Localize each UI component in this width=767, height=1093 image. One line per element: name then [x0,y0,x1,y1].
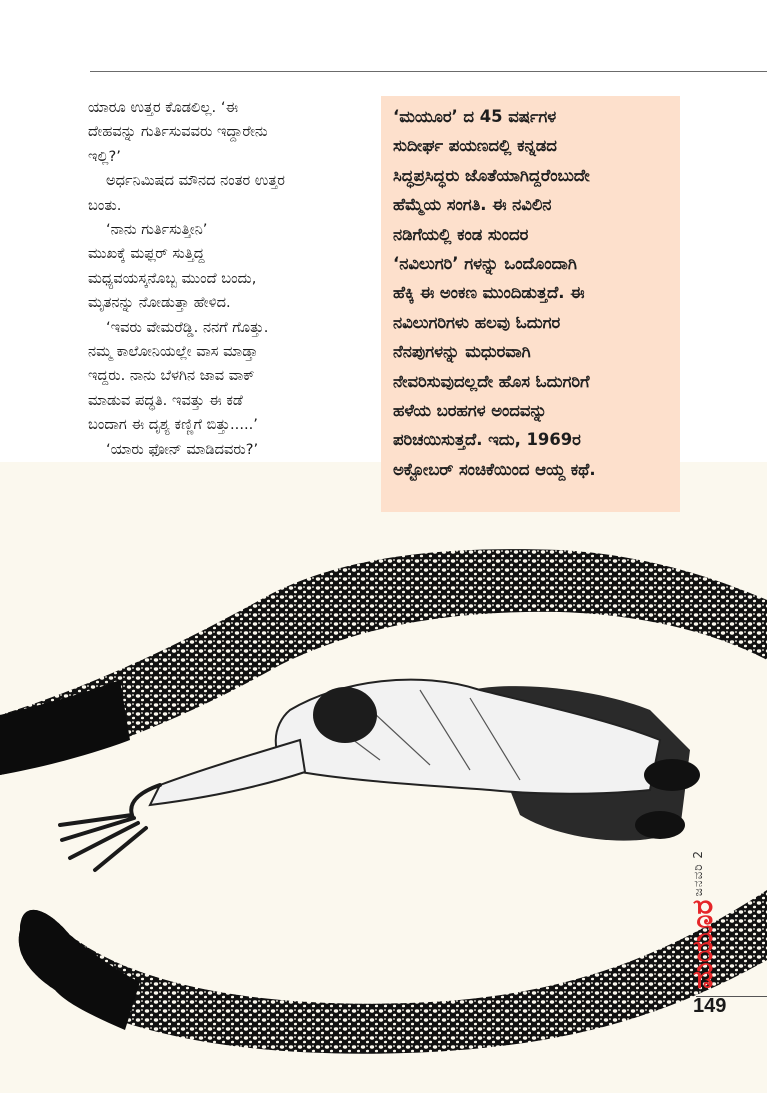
intro-box-text [393,102,672,484]
intro-line: ನವಿಲುಗರಿಗಳು ಹಲವು ಓದುಗರ [393,312,561,332]
story-text-column [88,96,368,462]
intro-line: ಹೆಕ್ಕಿ ಈ ಅಂಕಣ ಮುಂದಿಡುತ್ತದೆ. ಈ [393,283,585,303]
man-lying-face-down-illustration [0,540,767,1070]
figure-arm [150,740,305,805]
figure-head [313,687,377,743]
story-line: ಅರ್ಧನಿಮಿಷದ ಮೌನದ ನಂತರ ಉತ್ತರ [106,172,286,190]
story-line: ಮೃತನನ್ನು ನೋಡುತ್ತಾ ಹೇಳಿದ. [88,294,231,312]
story-line: ಯಾರೂ ಉತ್ತರ ಕೊಡಲಿಲ್ಲ. ‘ಈ [88,99,239,116]
intro-line: ಹಳೆಯ ಬರಹಗಳ ಅಂದವನ್ನು [393,401,547,421]
story-line: ದೇಹವನ್ನು ಗುರ್ತಿಸುವವರು ಇದ್ದಾರೇನು [88,123,268,141]
intro-line: ನೆನಪುಗಳನ್ನು ಮಧುರವಾಗಿ [393,342,531,362]
page-number: 149 [693,995,727,1017]
story-line: ನಮ್ಮ ಕಾಲೋನಿಯಲ್ಲೇ ವಾಸ ಮಾಡ್ತಾ [88,343,258,361]
story-line: ‘ನಾನು ಗುರ್ತಿಸುತ್ತೀನಿ’ [106,221,208,239]
story-line: ಬಂತು. [88,196,122,214]
intro-line: ಅಕ್ಟೋಬರ್ ಸಂಚಿಕೆಯಿಂದ ಆಯ್ದ ಕಥೆ. [393,459,596,479]
intro-line: ನಡಿಗೆಯಲ್ಲಿ ಕಂಡ ಸುಂದರ [393,224,529,244]
intro-line: ‘ಮಯೂರ’ ದ 45 ವರ್ಷಗಳ [393,107,557,126]
story-line: ‘ಯಾರು ಫೋನ್ ಮಾಡಿದವರು?’ [106,440,259,458]
top-rule [90,71,767,72]
intro-line: ಸುದೀರ್ಘ ಪಯಣದಲ್ಲಿ ಕನ್ನಡದ [393,136,557,156]
story-line: ಮುಖಕ್ಕೆ ಮಫ್ಲರ್ ಸುತ್ತಿದ್ದ [88,245,205,263]
magazine-logo: ಮಯೂರ [686,899,719,989]
intro-line: ‘ನವಿಲುಗರಿ’ ಗಳನ್ನು ಒಂದೊಂದಾಗಿ [393,254,577,274]
figure-hand [60,785,160,870]
intro-line: ಹೆಮ್ಮೆಯ ಸಂಗತಿ. ಈ ನವಿಲಿನ [393,195,552,215]
intro-line: ಪರಿಚಯಿಸುತ್ತದೆ. ಇದು, 1969ರ [393,430,581,450]
story-line: ಮಾಡುವ ಪದ್ಧತಿ. ಇವತ್ತು ಈ ಕಡೆ [88,391,243,409]
issue-date: ಜನವರಿ 2 [691,850,705,897]
story-line: ಬಂದಾಗ ಈ ದೃಶ್ಯ ಕಣ್ಣಿಗೆ ಬಿತ್ತು.....’ [88,416,258,434]
story-line: ‘ಇವರು ವೇಮರೆಡ್ಡಿ. ನನಗೆ ಗೊತ್ತು. [106,318,269,336]
intro-line: ಸಿದ್ಧಪ್ರಸಿದ್ಧರು ಜೊತೆಯಾಗಿದ್ದರೆಂಬುದೇ [393,165,590,185]
story-line: ಇಲ್ಲಿ?’ [88,147,121,165]
intro-line: ನೇವರಿಸುವುದಲ್ಲದೇ ಹೊಸ ಓದುಗರಿಗೆ [393,371,590,391]
story-line: ಮಧ್ಯವಯಸ್ಕನೊಬ್ಬ ಮುಂದೆ ಬಂದು, [88,269,257,287]
column-intro-box [381,96,680,512]
story-line: ಇದ್ದರು. ನಾನು ಬೆಳಗಿನ ಜಾವ ವಾಕ್ [88,367,255,385]
lower-swoosh [19,890,767,1054]
